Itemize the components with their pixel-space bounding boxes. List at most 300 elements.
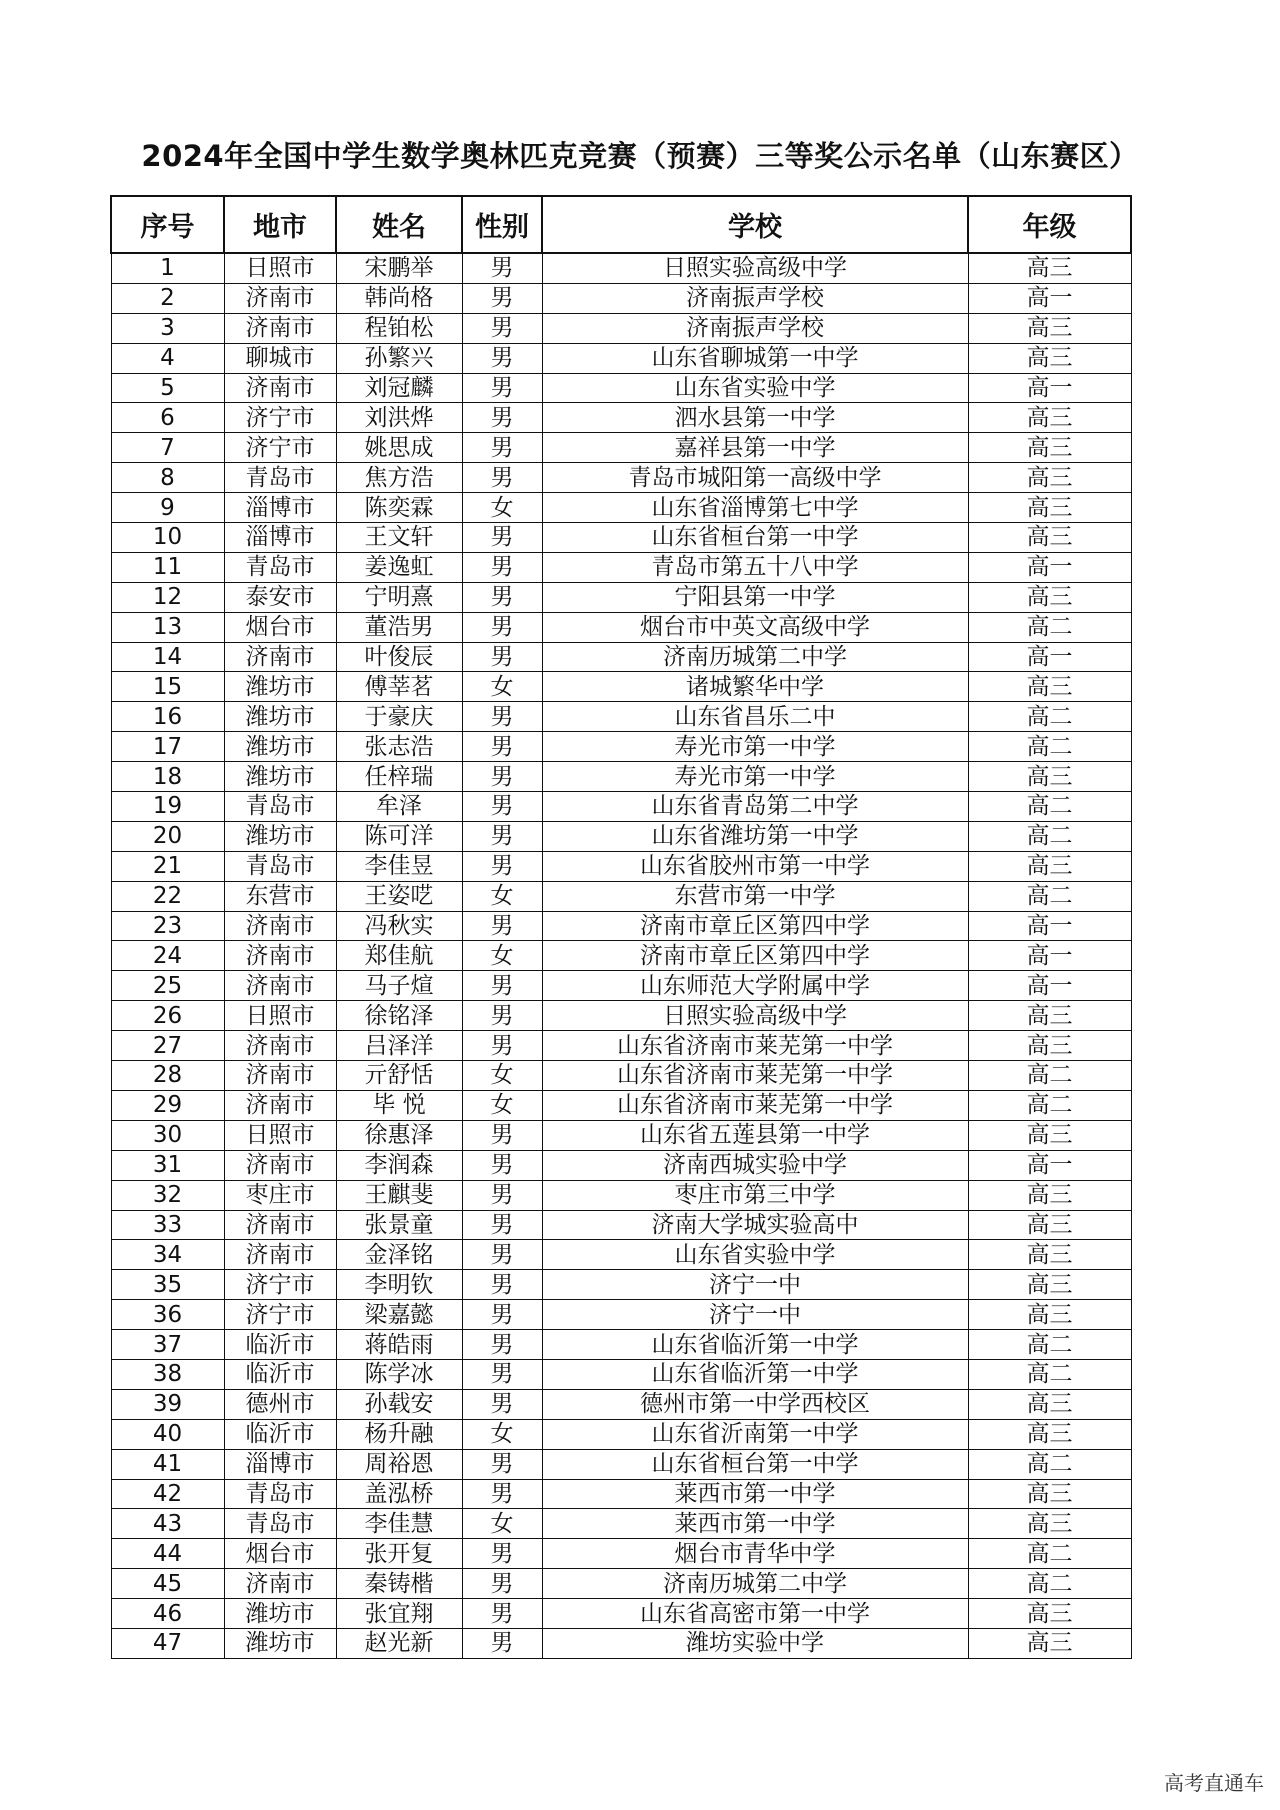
cell-city: 潍坊市 xyxy=(224,672,336,702)
cell-city: 潍坊市 xyxy=(224,1628,336,1658)
table-row xyxy=(111,463,1131,493)
cell-index: 46 xyxy=(111,1599,224,1629)
cell-grade: 高三 xyxy=(968,523,1131,553)
cell-index: 36 xyxy=(111,1300,224,1330)
cell-index: 45 xyxy=(111,1569,224,1599)
cell-school: 济南历城第二中学 xyxy=(542,642,968,672)
cell-school: 枣庄市第三中学 xyxy=(542,1180,968,1210)
table-row xyxy=(111,493,1131,523)
cell-school: 山东省桓台第一中学 xyxy=(542,523,968,553)
table-row xyxy=(111,283,1131,313)
cell-city: 临沂市 xyxy=(224,1359,336,1389)
cell-city: 济南市 xyxy=(224,642,336,672)
cell-city: 潍坊市 xyxy=(224,821,336,851)
cell-city: 日照市 xyxy=(224,1120,336,1150)
cell-gender: 男 xyxy=(462,433,542,463)
table-row xyxy=(111,373,1131,403)
header-index: 序号 xyxy=(111,196,224,253)
cell-school: 山东省淄博第七中学 xyxy=(542,493,968,523)
cell-gender: 男 xyxy=(462,1150,542,1180)
cell-gender: 女 xyxy=(462,941,542,971)
cell-gender: 男 xyxy=(462,1330,542,1360)
cell-school: 济宁一中 xyxy=(542,1270,968,1300)
cell-grade: 高二 xyxy=(968,1569,1131,1599)
cell-school: 山东省沂南第一中学 xyxy=(542,1419,968,1449)
cell-grade: 高二 xyxy=(968,732,1131,762)
cell-name: 宁明熹 xyxy=(336,582,462,612)
cell-index: 8 xyxy=(111,463,224,493)
cell-grade: 高一 xyxy=(968,642,1131,672)
cell-city: 青岛市 xyxy=(224,851,336,881)
cell-index: 26 xyxy=(111,1001,224,1031)
cell-name: 李佳慧 xyxy=(336,1509,462,1539)
cell-gender: 男 xyxy=(462,612,542,642)
cell-index: 20 xyxy=(111,821,224,851)
cell-index: 2 xyxy=(111,283,224,313)
cell-school: 寿光市第一中学 xyxy=(542,762,968,792)
cell-index: 24 xyxy=(111,941,224,971)
cell-gender: 男 xyxy=(462,1240,542,1270)
cell-index: 21 xyxy=(111,851,224,881)
table-row xyxy=(111,612,1131,642)
cell-gender: 男 xyxy=(462,1599,542,1629)
cell-gender: 男 xyxy=(462,911,542,941)
cell-city: 济宁市 xyxy=(224,1270,336,1300)
cell-index: 15 xyxy=(111,672,224,702)
cell-school: 莱西市第一中学 xyxy=(542,1509,968,1539)
cell-school: 济南西城实验中学 xyxy=(542,1150,968,1180)
table-row xyxy=(111,1270,1131,1300)
cell-grade: 高三 xyxy=(968,463,1131,493)
cell-city: 济南市 xyxy=(224,971,336,1001)
table-row xyxy=(111,672,1131,702)
cell-name: 张志浩 xyxy=(336,732,462,762)
cell-gender: 男 xyxy=(462,552,542,582)
cell-school: 山东省济南市莱芜第一中学 xyxy=(542,1061,968,1091)
cell-gender: 男 xyxy=(462,642,542,672)
cell-gender: 男 xyxy=(462,792,542,822)
table-row xyxy=(111,1599,1131,1629)
table-row xyxy=(111,313,1131,343)
table-row xyxy=(111,582,1131,612)
cell-name: 王麒斐 xyxy=(336,1180,462,1210)
table-row xyxy=(111,1210,1131,1240)
cell-name: 赵光新 xyxy=(336,1628,462,1658)
cell-grade: 高三 xyxy=(968,762,1131,792)
cell-gender: 男 xyxy=(462,1120,542,1150)
cell-school: 东营市第一中学 xyxy=(542,881,968,911)
cell-gender: 男 xyxy=(462,1569,542,1599)
cell-index: 25 xyxy=(111,971,224,1001)
cell-name: 金泽铭 xyxy=(336,1240,462,1270)
table-row xyxy=(111,911,1131,941)
cell-school: 山东省聊城第一中学 xyxy=(542,343,968,373)
cell-grade: 高三 xyxy=(968,343,1131,373)
table-row xyxy=(111,1001,1131,1031)
cell-school: 济南振声学校 xyxy=(542,313,968,343)
cell-city: 青岛市 xyxy=(224,1479,336,1509)
cell-grade: 高三 xyxy=(968,1210,1131,1240)
cell-gender: 男 xyxy=(462,971,542,1001)
cell-index: 38 xyxy=(111,1359,224,1389)
cell-grade: 高三 xyxy=(968,1389,1131,1419)
table-row xyxy=(111,1031,1131,1061)
cell-name: 杨升融 xyxy=(336,1419,462,1449)
cell-index: 7 xyxy=(111,433,224,463)
cell-index: 4 xyxy=(111,343,224,373)
watermark: 高考直通车 xyxy=(1164,1771,1264,1795)
cell-name: 董浩男 xyxy=(336,612,462,642)
cell-city: 济宁市 xyxy=(224,1300,336,1330)
table-row xyxy=(111,1150,1131,1180)
cell-gender: 男 xyxy=(462,1628,542,1658)
cell-gender: 女 xyxy=(462,1090,542,1120)
cell-index: 27 xyxy=(111,1031,224,1061)
cell-city: 济南市 xyxy=(224,1210,336,1240)
cell-city: 日照市 xyxy=(224,253,336,283)
cell-city: 淄博市 xyxy=(224,493,336,523)
cell-grade: 高三 xyxy=(968,1300,1131,1330)
cell-city: 日照市 xyxy=(224,1001,336,1031)
table-row xyxy=(111,1090,1131,1120)
cell-gender: 男 xyxy=(462,1031,542,1061)
table-row xyxy=(111,1389,1131,1419)
cell-name: 王姿呓 xyxy=(336,881,462,911)
table-row xyxy=(111,1449,1131,1479)
table-row xyxy=(111,433,1131,463)
table-body xyxy=(111,253,1131,1658)
header-school: 学校 xyxy=(542,196,968,253)
cell-gender: 男 xyxy=(462,1270,542,1300)
cell-grade: 高三 xyxy=(968,253,1131,283)
cell-gender: 男 xyxy=(462,821,542,851)
cell-gender: 男 xyxy=(462,1449,542,1479)
cell-grade: 高一 xyxy=(968,373,1131,403)
cell-school: 嘉祥县第一中学 xyxy=(542,433,968,463)
cell-city: 青岛市 xyxy=(224,463,336,493)
cell-index: 40 xyxy=(111,1419,224,1449)
cell-name: 亓舒恬 xyxy=(336,1061,462,1091)
table-row xyxy=(111,1240,1131,1270)
cell-grade: 高二 xyxy=(968,1449,1131,1479)
cell-index: 47 xyxy=(111,1628,224,1658)
cell-name: 宋鹏举 xyxy=(336,253,462,283)
table-row xyxy=(111,821,1131,851)
cell-index: 39 xyxy=(111,1389,224,1419)
cell-index: 43 xyxy=(111,1509,224,1539)
cell-grade: 高二 xyxy=(968,1539,1131,1569)
cell-city: 济宁市 xyxy=(224,403,336,433)
cell-gender: 男 xyxy=(462,1300,542,1330)
cell-gender: 男 xyxy=(462,403,542,433)
cell-city: 泰安市 xyxy=(224,582,336,612)
cell-city: 济南市 xyxy=(224,313,336,343)
cell-grade: 高三 xyxy=(968,582,1131,612)
cell-city: 淄博市 xyxy=(224,1449,336,1479)
table-row xyxy=(111,971,1131,1001)
cell-city: 济南市 xyxy=(224,373,336,403)
cell-school: 潍坊实验中学 xyxy=(542,1628,968,1658)
cell-school: 山东省桓台第一中学 xyxy=(542,1449,968,1479)
cell-index: 5 xyxy=(111,373,224,403)
cell-name: 毕 悦 xyxy=(336,1090,462,1120)
cell-grade: 高三 xyxy=(968,672,1131,702)
cell-gender: 女 xyxy=(462,881,542,911)
cell-school: 宁阳县第一中学 xyxy=(542,582,968,612)
cell-grade: 高三 xyxy=(968,1001,1131,1031)
table-header-row xyxy=(111,196,1131,253)
table-row xyxy=(111,552,1131,582)
cell-index: 41 xyxy=(111,1449,224,1479)
header-city: 地市 xyxy=(224,196,336,253)
table-row xyxy=(111,523,1131,553)
cell-grade: 高二 xyxy=(968,792,1131,822)
cell-index: 19 xyxy=(111,792,224,822)
cell-name: 叶俊辰 xyxy=(336,642,462,672)
table-row xyxy=(111,1061,1131,1091)
cell-gender: 男 xyxy=(462,1479,542,1509)
cell-name: 冯秋实 xyxy=(336,911,462,941)
cell-school: 山东省五莲县第一中学 xyxy=(542,1120,968,1150)
table-row xyxy=(111,941,1131,971)
cell-name: 牟泽 xyxy=(336,792,462,822)
cell-city: 济南市 xyxy=(224,941,336,971)
cell-name: 姚思成 xyxy=(336,433,462,463)
cell-index: 17 xyxy=(111,732,224,762)
table-row xyxy=(111,1539,1131,1569)
cell-grade: 高三 xyxy=(968,1509,1131,1539)
cell-city: 潍坊市 xyxy=(224,1599,336,1629)
cell-index: 9 xyxy=(111,493,224,523)
cell-grade: 高三 xyxy=(968,1120,1131,1150)
cell-name: 吕泽洋 xyxy=(336,1031,462,1061)
cell-city: 青岛市 xyxy=(224,552,336,582)
table-row xyxy=(111,642,1131,672)
cell-grade: 高一 xyxy=(968,911,1131,941)
cell-grade: 高三 xyxy=(968,1419,1131,1449)
table-row xyxy=(111,403,1131,433)
cell-school: 日照实验高级中学 xyxy=(542,1001,968,1031)
cell-index: 37 xyxy=(111,1330,224,1360)
cell-name: 盖泓桥 xyxy=(336,1479,462,1509)
cell-index: 1 xyxy=(111,253,224,283)
cell-index: 11 xyxy=(111,552,224,582)
cell-city: 济宁市 xyxy=(224,433,336,463)
cell-grade: 高三 xyxy=(968,1240,1131,1270)
cell-city: 烟台市 xyxy=(224,612,336,642)
table-row xyxy=(111,1330,1131,1360)
cell-gender: 男 xyxy=(462,523,542,553)
cell-school: 烟台市中英文高级中学 xyxy=(542,612,968,642)
cell-school: 山东省实验中学 xyxy=(542,373,968,403)
cell-name: 李佳昱 xyxy=(336,851,462,881)
cell-city: 聊城市 xyxy=(224,343,336,373)
cell-grade: 高三 xyxy=(968,403,1131,433)
table-row xyxy=(111,1479,1131,1509)
cell-grade: 高二 xyxy=(968,1061,1131,1091)
cell-city: 青岛市 xyxy=(224,1509,336,1539)
cell-index: 31 xyxy=(111,1150,224,1180)
cell-gender: 男 xyxy=(462,253,542,283)
cell-name: 郑佳航 xyxy=(336,941,462,971)
cell-gender: 男 xyxy=(462,851,542,881)
cell-school: 济宁一中 xyxy=(542,1300,968,1330)
cell-index: 30 xyxy=(111,1120,224,1150)
cell-grade: 高一 xyxy=(968,1150,1131,1180)
cell-index: 16 xyxy=(111,702,224,732)
cell-name: 任梓瑞 xyxy=(336,762,462,792)
cell-gender: 女 xyxy=(462,493,542,523)
cell-name: 梁嘉懿 xyxy=(336,1300,462,1330)
cell-name: 蒋皓雨 xyxy=(336,1330,462,1360)
cell-name: 刘冠麟 xyxy=(336,373,462,403)
table-row xyxy=(111,1569,1131,1599)
cell-city: 枣庄市 xyxy=(224,1180,336,1210)
table-row xyxy=(111,343,1131,373)
cell-name: 于豪庆 xyxy=(336,702,462,732)
cell-name: 陈学冰 xyxy=(336,1359,462,1389)
cell-grade: 高三 xyxy=(968,851,1131,881)
cell-name: 傅莘茗 xyxy=(336,672,462,702)
cell-grade: 高二 xyxy=(968,612,1131,642)
cell-school: 山东省青岛第二中学 xyxy=(542,792,968,822)
cell-gender: 女 xyxy=(462,1419,542,1449)
cell-name: 孙载安 xyxy=(336,1389,462,1419)
cell-school: 日照实验高级中学 xyxy=(542,253,968,283)
cell-school: 德州市第一中学西校区 xyxy=(542,1389,968,1419)
cell-city: 淄博市 xyxy=(224,523,336,553)
cell-city: 济南市 xyxy=(224,1240,336,1270)
cell-name: 周裕恩 xyxy=(336,1449,462,1479)
cell-index: 32 xyxy=(111,1180,224,1210)
cell-grade: 高三 xyxy=(968,493,1131,523)
cell-name: 焦方浩 xyxy=(336,463,462,493)
cell-index: 35 xyxy=(111,1270,224,1300)
table-row xyxy=(111,1180,1131,1210)
cell-gender: 男 xyxy=(462,732,542,762)
cell-grade: 高一 xyxy=(968,971,1131,1001)
cell-index: 33 xyxy=(111,1210,224,1240)
cell-city: 潍坊市 xyxy=(224,702,336,732)
cell-city: 临沂市 xyxy=(224,1330,336,1360)
cell-gender: 女 xyxy=(462,1509,542,1539)
cell-gender: 女 xyxy=(462,672,542,702)
cell-school: 济南历城第二中学 xyxy=(542,1569,968,1599)
cell-gender: 男 xyxy=(462,1210,542,1240)
table-row xyxy=(111,762,1131,792)
cell-name: 马子煊 xyxy=(336,971,462,1001)
cell-index: 18 xyxy=(111,762,224,792)
table-row xyxy=(111,881,1131,911)
cell-grade: 高三 xyxy=(968,1031,1131,1061)
cell-school: 山东省济南市莱芜第一中学 xyxy=(542,1090,968,1120)
header-name: 姓名 xyxy=(336,196,462,253)
page-title: 2024年全国中学生数学奥林匹克竞赛（预赛）三等奖公示名单（山东赛区） xyxy=(141,139,1139,173)
cell-school: 山东省实验中学 xyxy=(542,1240,968,1270)
cell-name: 张景童 xyxy=(336,1210,462,1240)
table-row xyxy=(111,851,1131,881)
cell-city: 潍坊市 xyxy=(224,732,336,762)
cell-index: 14 xyxy=(111,642,224,672)
cell-school: 寿光市第一中学 xyxy=(542,732,968,762)
cell-school: 山东省临沂第一中学 xyxy=(542,1330,968,1360)
cell-index: 10 xyxy=(111,523,224,553)
cell-gender: 男 xyxy=(462,582,542,612)
cell-name: 孙繁兴 xyxy=(336,343,462,373)
cell-grade: 高三 xyxy=(968,313,1131,343)
cell-city: 济南市 xyxy=(224,1031,336,1061)
cell-city: 济南市 xyxy=(224,1150,336,1180)
cell-school: 青岛市第五十八中学 xyxy=(542,552,968,582)
cell-name: 程铂松 xyxy=(336,313,462,343)
cell-gender: 男 xyxy=(462,313,542,343)
cell-name: 陈可洋 xyxy=(336,821,462,851)
cell-school: 山东省昌乐二中 xyxy=(542,702,968,732)
table-row xyxy=(111,732,1131,762)
cell-school: 诸城繁华中学 xyxy=(542,672,968,702)
cell-school: 山东省临沂第一中学 xyxy=(542,1359,968,1389)
cell-gender: 男 xyxy=(462,1389,542,1419)
cell-grade: 高三 xyxy=(968,1628,1131,1658)
table-row xyxy=(111,1509,1131,1539)
cell-city: 济南市 xyxy=(224,1090,336,1120)
cell-school: 山东省济南市莱芜第一中学 xyxy=(542,1031,968,1061)
cell-school: 济南大学城实验高中 xyxy=(542,1210,968,1240)
cell-index: 6 xyxy=(111,403,224,433)
cell-grade: 高三 xyxy=(968,1270,1131,1300)
cell-gender: 男 xyxy=(462,762,542,792)
table-row xyxy=(111,1120,1131,1150)
cell-grade: 高二 xyxy=(968,702,1131,732)
table-row xyxy=(111,702,1131,732)
cell-city: 济南市 xyxy=(224,1061,336,1091)
cell-index: 3 xyxy=(111,313,224,343)
cell-name: 韩尚格 xyxy=(336,283,462,313)
cell-grade: 高一 xyxy=(968,283,1131,313)
cell-index: 34 xyxy=(111,1240,224,1270)
cell-grade: 高一 xyxy=(968,941,1131,971)
cell-grade: 高二 xyxy=(968,1090,1131,1120)
cell-school: 青岛市城阳第一高级中学 xyxy=(542,463,968,493)
cell-gender: 女 xyxy=(462,1061,542,1091)
cell-index: 22 xyxy=(111,881,224,911)
cell-name: 徐惠泽 xyxy=(336,1120,462,1150)
cell-city: 济南市 xyxy=(224,283,336,313)
cell-gender: 男 xyxy=(462,1180,542,1210)
cell-name: 陈奕霖 xyxy=(336,493,462,523)
header-grade: 年级 xyxy=(968,196,1131,253)
cell-school: 山东省高密市第一中学 xyxy=(542,1599,968,1629)
cell-index: 28 xyxy=(111,1061,224,1091)
cell-gender: 男 xyxy=(462,463,542,493)
cell-city: 潍坊市 xyxy=(224,762,336,792)
cell-city: 烟台市 xyxy=(224,1539,336,1569)
cell-grade: 高一 xyxy=(968,552,1131,582)
table-row xyxy=(111,792,1131,822)
cell-school: 山东省胶州市第一中学 xyxy=(542,851,968,881)
cell-grade: 高三 xyxy=(968,1180,1131,1210)
header-gender: 性别 xyxy=(462,196,542,253)
cell-city: 东营市 xyxy=(224,881,336,911)
cell-grade: 高三 xyxy=(968,1599,1131,1629)
cell-index: 42 xyxy=(111,1479,224,1509)
cell-school: 莱西市第一中学 xyxy=(542,1479,968,1509)
cell-grade: 高二 xyxy=(968,881,1131,911)
cell-gender: 男 xyxy=(462,343,542,373)
cell-school: 山东省潍坊第一中学 xyxy=(542,821,968,851)
award-table xyxy=(110,195,1132,1659)
cell-school: 山东师范大学附属中学 xyxy=(542,971,968,1001)
